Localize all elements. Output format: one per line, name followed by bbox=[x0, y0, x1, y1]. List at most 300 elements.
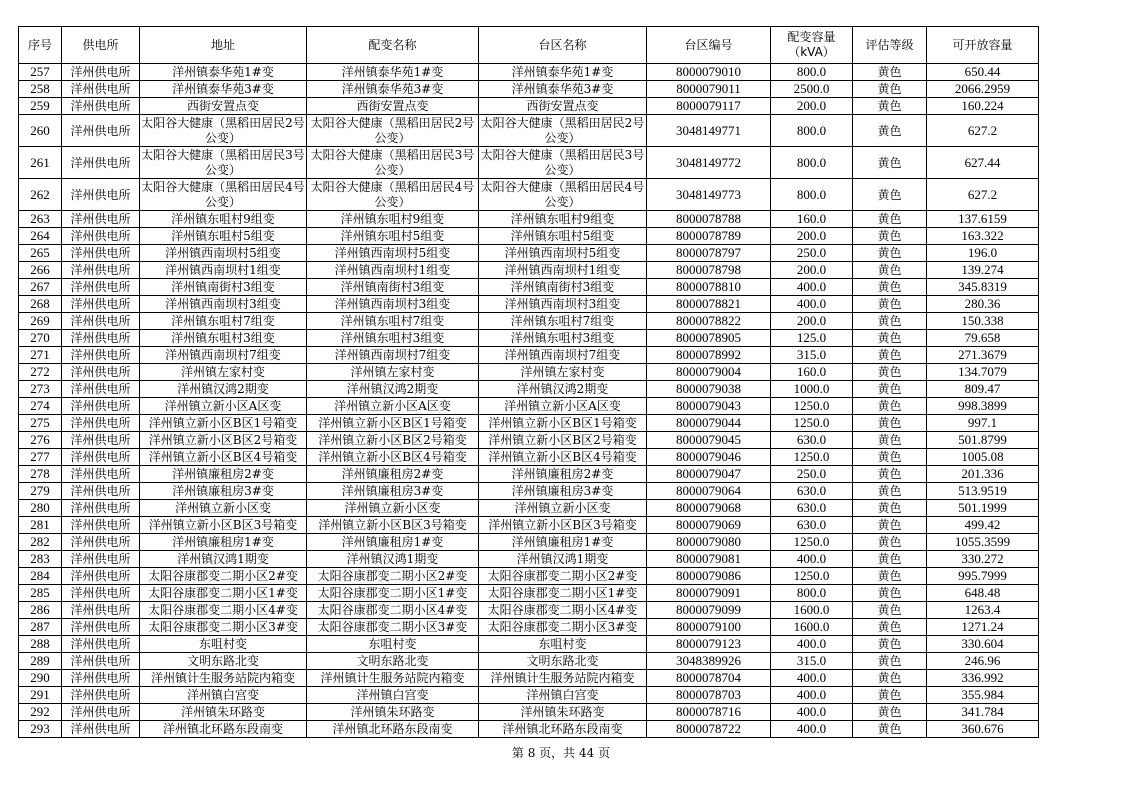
cell-transformer: 洋州镇东咀村9组变 bbox=[307, 211, 479, 228]
cell-area-code: 8000078821 bbox=[647, 296, 771, 313]
table-row bbox=[19, 585, 1039, 602]
cell-area-name: 洋州镇廉租房3#变 bbox=[479, 483, 647, 500]
cell-seq: 257 bbox=[19, 64, 62, 81]
cell-area-code: 8000078797 bbox=[647, 245, 771, 262]
cell-transformer: 洋州镇廉租房3#变 bbox=[307, 483, 479, 500]
cell-open-capacity: 627.2 bbox=[927, 115, 1039, 147]
table-row bbox=[19, 721, 1039, 738]
cell-station: 洋州供电所 bbox=[62, 179, 140, 211]
table-row bbox=[19, 415, 1039, 432]
cell-area-code: 8000078905 bbox=[647, 330, 771, 347]
cell-seq: 273 bbox=[19, 381, 62, 398]
table-row bbox=[19, 245, 1039, 262]
cell-area-name: 洋州镇西南坝村7组变 bbox=[479, 347, 647, 364]
cell-area-code: 3048149772 bbox=[647, 147, 771, 179]
table-row bbox=[19, 619, 1039, 636]
cell-seq: 288 bbox=[19, 636, 62, 653]
cell-seq: 269 bbox=[19, 313, 62, 330]
cell-open-capacity: 355.984 bbox=[927, 687, 1039, 704]
cell-area-name: 洋州镇东咀村7组变 bbox=[479, 313, 647, 330]
cell-area-code: 8000079046 bbox=[647, 449, 771, 466]
cell-capacity: 1250.0 bbox=[771, 415, 853, 432]
cell-address: 洋州镇廉租房3#变 bbox=[140, 483, 307, 500]
cell-area-code: 8000079069 bbox=[647, 517, 771, 534]
cell-grade: 黄色 bbox=[853, 245, 927, 262]
cell-station: 洋州供电所 bbox=[62, 381, 140, 398]
cell-transformer: 太阳谷康郡变二期小区4#变 bbox=[307, 602, 479, 619]
cell-transformer: 洋州镇东咀村5组变 bbox=[307, 228, 479, 245]
cell-area-code: 8000079038 bbox=[647, 381, 771, 398]
cell-seq: 267 bbox=[19, 279, 62, 296]
cell-address: 洋州镇白宫变 bbox=[140, 687, 307, 704]
cell-capacity: 800.0 bbox=[771, 115, 853, 147]
cell-address: 洋州镇泰华苑1#变 bbox=[140, 64, 307, 81]
table-row bbox=[19, 279, 1039, 296]
cell-station: 洋州供电所 bbox=[62, 500, 140, 517]
cell-capacity: 800.0 bbox=[771, 64, 853, 81]
table-row bbox=[19, 602, 1039, 619]
cell-seq: 263 bbox=[19, 211, 62, 228]
cell-address: 洋州镇东咀村7组变 bbox=[140, 313, 307, 330]
cell-station: 洋州供电所 bbox=[62, 98, 140, 115]
cell-seq: 293 bbox=[19, 721, 62, 738]
cell-area-code: 3048149773 bbox=[647, 179, 771, 211]
cell-grade: 黄色 bbox=[853, 296, 927, 313]
cell-address: 西街安置点变 bbox=[140, 98, 307, 115]
cell-area-code: 3048389926 bbox=[647, 653, 771, 670]
cell-capacity: 400.0 bbox=[771, 296, 853, 313]
cell-capacity: 800.0 bbox=[771, 179, 853, 211]
cell-open-capacity: 79.658 bbox=[927, 330, 1039, 347]
cell-grade: 黄色 bbox=[853, 398, 927, 415]
cell-capacity: 400.0 bbox=[771, 687, 853, 704]
cell-station: 洋州供电所 bbox=[62, 619, 140, 636]
cell-transformer: 洋州镇西南坝村3组变 bbox=[307, 296, 479, 313]
cell-transformer: 洋州镇南街村3组变 bbox=[307, 279, 479, 296]
cell-address: 洋州镇泰华苑3#变 bbox=[140, 81, 307, 98]
cell-grade: 黄色 bbox=[853, 619, 927, 636]
cell-station: 洋州供电所 bbox=[62, 534, 140, 551]
cell-transformer: 洋州镇北环路东段南变 bbox=[307, 721, 479, 738]
cell-seq: 265 bbox=[19, 245, 62, 262]
cell-transformer: 太阳谷康郡变二期小区3#变 bbox=[307, 619, 479, 636]
cell-address: 洋州镇廉租房2#变 bbox=[140, 466, 307, 483]
cell-transformer: 太阳谷康郡变二期小区1#变 bbox=[307, 585, 479, 602]
cell-area-name: 洋州镇西南坝村3组变 bbox=[479, 296, 647, 313]
cell-seq: 286 bbox=[19, 602, 62, 619]
cell-station: 洋州供电所 bbox=[62, 704, 140, 721]
cell-address: 洋州镇西南坝村5组变 bbox=[140, 245, 307, 262]
cell-area-code: 8000078810 bbox=[647, 279, 771, 296]
cell-station: 洋州供电所 bbox=[62, 653, 140, 670]
cell-grade: 黄色 bbox=[853, 330, 927, 347]
cell-address: 洋州镇立新小区B区3号箱变 bbox=[140, 517, 307, 534]
cell-capacity: 400.0 bbox=[771, 721, 853, 738]
cell-area-code: 8000079045 bbox=[647, 432, 771, 449]
cell-open-capacity: 345.8319 bbox=[927, 279, 1039, 296]
cell-transformer: 洋州镇立新小区B区1号箱变 bbox=[307, 415, 479, 432]
cell-grade: 黄色 bbox=[853, 279, 927, 296]
cell-open-capacity: 501.8799 bbox=[927, 432, 1039, 449]
cell-area-name: 洋州镇立新小区B区4号箱变 bbox=[479, 449, 647, 466]
cell-station: 洋州供电所 bbox=[62, 517, 140, 534]
cell-grade: 黄色 bbox=[853, 551, 927, 568]
cell-capacity: 1250.0 bbox=[771, 449, 853, 466]
cell-transformer: 洋州镇泰华苑3#变 bbox=[307, 81, 479, 98]
cell-capacity: 1600.0 bbox=[771, 619, 853, 636]
cell-station: 洋州供电所 bbox=[62, 330, 140, 347]
cell-station: 洋州供电所 bbox=[62, 687, 140, 704]
table-row bbox=[19, 466, 1039, 483]
cell-capacity: 400.0 bbox=[771, 704, 853, 721]
cell-area-code: 8000079043 bbox=[647, 398, 771, 415]
cell-station: 洋州供电所 bbox=[62, 432, 140, 449]
cell-capacity: 1000.0 bbox=[771, 381, 853, 398]
cell-address: 洋州镇东咀村3组变 bbox=[140, 330, 307, 347]
cell-address: 洋州镇朱环路变 bbox=[140, 704, 307, 721]
cell-station: 洋州供电所 bbox=[62, 228, 140, 245]
cell-capacity: 125.0 bbox=[771, 330, 853, 347]
table-row bbox=[19, 704, 1039, 721]
cell-grade: 黄色 bbox=[853, 147, 927, 179]
cell-open-capacity: 271.3679 bbox=[927, 347, 1039, 364]
cell-open-capacity: 196.0 bbox=[927, 245, 1039, 262]
table-row bbox=[19, 653, 1039, 670]
table-row bbox=[19, 147, 1039, 179]
cell-capacity: 400.0 bbox=[771, 636, 853, 653]
cell-address: 太阳谷大健康（黑稻田居民4号公变） bbox=[141, 179, 305, 209]
cell-open-capacity: 1005.08 bbox=[927, 449, 1039, 466]
cell-capacity: 400.0 bbox=[771, 279, 853, 296]
cell-grade: 黄色 bbox=[853, 534, 927, 551]
cell-capacity: 2500.0 bbox=[771, 81, 853, 98]
cell-address: 洋州镇廉租房1#变 bbox=[140, 534, 307, 551]
cell-station: 洋州供电所 bbox=[62, 211, 140, 228]
cell-area-code: 8000079068 bbox=[647, 500, 771, 517]
cell-area-name: 洋州镇立新小区B区2号箱变 bbox=[479, 432, 647, 449]
cell-seq: 283 bbox=[19, 551, 62, 568]
cell-area-code: 8000078788 bbox=[647, 211, 771, 228]
cell-capacity: 630.0 bbox=[771, 500, 853, 517]
cell-address: 洋州镇北环路东段南变 bbox=[140, 721, 307, 738]
cell-seq: 287 bbox=[19, 619, 62, 636]
cell-transformer: 洋州镇左家村变 bbox=[307, 364, 479, 381]
cell-address: 文明东路北变 bbox=[140, 653, 307, 670]
cell-area-name: 洋州镇汉鸿2期变 bbox=[479, 381, 647, 398]
cell-transformer: 洋州镇廉租房1#变 bbox=[307, 534, 479, 551]
cell-open-capacity: 330.604 bbox=[927, 636, 1039, 653]
cell-grade: 黄色 bbox=[853, 721, 927, 738]
cell-station: 洋州供电所 bbox=[62, 115, 140, 147]
cell-station: 洋州供电所 bbox=[62, 147, 140, 179]
header-row bbox=[19, 27, 1039, 64]
header-area-code: 台区编号 bbox=[647, 27, 771, 64]
table-row bbox=[19, 551, 1039, 568]
cell-open-capacity: 163.322 bbox=[927, 228, 1039, 245]
cell-grade: 黄色 bbox=[853, 653, 927, 670]
cell-area-code: 8000078798 bbox=[647, 262, 771, 279]
cell-grade: 黄色 bbox=[853, 704, 927, 721]
header-area-name: 台区名称 bbox=[479, 27, 647, 64]
cell-seq: 290 bbox=[19, 670, 62, 687]
header-open-capacity: 可开放容量 bbox=[927, 27, 1039, 64]
cell-seq: 282 bbox=[19, 534, 62, 551]
cell-open-capacity: 341.784 bbox=[927, 704, 1039, 721]
cell-grade: 黄色 bbox=[853, 211, 927, 228]
cell-transformer: 太阳谷康郡变二期小区2#变 bbox=[307, 568, 479, 585]
cell-open-capacity: 336.992 bbox=[927, 670, 1039, 687]
header-capacity-line2: （kVA） bbox=[788, 45, 835, 59]
cell-seq: 292 bbox=[19, 704, 62, 721]
cell-open-capacity: 998.3899 bbox=[927, 398, 1039, 415]
cell-area-code: 8000078789 bbox=[647, 228, 771, 245]
table-row bbox=[19, 500, 1039, 517]
cell-grade: 黄色 bbox=[853, 64, 927, 81]
table-row bbox=[19, 568, 1039, 585]
cell-seq: 262 bbox=[19, 179, 62, 211]
cell-seq: 278 bbox=[19, 466, 62, 483]
cell-address: 洋州镇西南坝村3组变 bbox=[140, 296, 307, 313]
cell-address: 洋州镇南街村3组变 bbox=[140, 279, 307, 296]
cell-capacity: 200.0 bbox=[771, 98, 853, 115]
cell-area-name: 太阳谷大健康（黑稻田居民4号公变） bbox=[479, 179, 647, 211]
cell-area-code: 8000079064 bbox=[647, 483, 771, 500]
table-row bbox=[19, 296, 1039, 313]
cell-open-capacity: 627.44 bbox=[927, 147, 1039, 179]
table-row bbox=[19, 347, 1039, 364]
cell-transformer: 洋州镇汉鸿2期变 bbox=[307, 381, 479, 398]
header-station: 供电所 bbox=[62, 27, 140, 64]
cell-area-name: 东咀村变 bbox=[479, 636, 647, 653]
cell-address: 洋州镇东咀村9组变 bbox=[140, 211, 307, 228]
cell-area-name: 洋州镇东咀村3组变 bbox=[479, 330, 647, 347]
cell-area-name: 洋州镇立新小区B区1号箱变 bbox=[479, 415, 647, 432]
cell-capacity: 315.0 bbox=[771, 653, 853, 670]
cell-grade: 黄色 bbox=[853, 568, 927, 585]
cell-station: 洋州供电所 bbox=[62, 347, 140, 364]
table-row bbox=[19, 115, 1039, 147]
cell-open-capacity: 150.338 bbox=[927, 313, 1039, 330]
cell-station: 洋州供电所 bbox=[62, 585, 140, 602]
cell-grade: 黄色 bbox=[853, 364, 927, 381]
cell-address: 洋州镇立新小区B区2号箱变 bbox=[140, 432, 307, 449]
cell-address: 洋州镇计生服务站院内箱变 bbox=[140, 670, 307, 687]
table-row bbox=[19, 64, 1039, 81]
cell-grade: 黄色 bbox=[853, 449, 927, 466]
header-capacity bbox=[771, 27, 853, 64]
cell-grade: 黄色 bbox=[853, 381, 927, 398]
cell-area-code: 8000079010 bbox=[647, 64, 771, 81]
table-row bbox=[19, 364, 1039, 381]
cell-seq: 259 bbox=[19, 98, 62, 115]
cell-area-code: 8000079123 bbox=[647, 636, 771, 653]
cell-station: 洋州供电所 bbox=[62, 670, 140, 687]
cell-grade: 黄色 bbox=[853, 687, 927, 704]
cell-address: 洋州镇立新小区A区变 bbox=[140, 398, 307, 415]
cell-area-name: 洋州镇东咀村9组变 bbox=[479, 211, 647, 228]
cell-transformer: 洋州镇立新小区B区2号箱变 bbox=[307, 432, 479, 449]
header-seq: 序号 bbox=[19, 27, 62, 64]
cell-capacity: 400.0 bbox=[771, 670, 853, 687]
cell-grade: 黄色 bbox=[853, 98, 927, 115]
table-row bbox=[19, 517, 1039, 534]
cell-seq: 258 bbox=[19, 81, 62, 98]
cell-area-name: 太阳谷康郡变二期小区1#变 bbox=[479, 585, 647, 602]
cell-transformer: 太阳谷大健康（黑稻田居民4号公变） bbox=[307, 179, 479, 211]
table-row bbox=[19, 228, 1039, 245]
table-row bbox=[19, 432, 1039, 449]
cell-grade: 黄色 bbox=[853, 115, 927, 147]
cell-address: 洋州镇汉鸿2期变 bbox=[140, 381, 307, 398]
header-address: 地址 bbox=[140, 27, 307, 64]
cell-grade: 黄色 bbox=[853, 602, 927, 619]
cell-grade: 黄色 bbox=[853, 636, 927, 653]
cell-station: 洋州供电所 bbox=[62, 449, 140, 466]
cell-seq: 272 bbox=[19, 364, 62, 381]
cell-transformer: 洋州镇西南坝村1组变 bbox=[307, 262, 479, 279]
table-row bbox=[19, 313, 1039, 330]
cell-seq: 291 bbox=[19, 687, 62, 704]
cell-area-code: 8000079081 bbox=[647, 551, 771, 568]
cell-station: 洋州供电所 bbox=[62, 551, 140, 568]
cell-transformer: 洋州镇朱环路变 bbox=[307, 704, 479, 721]
cell-address: 太阳谷康郡变二期小区1#变 bbox=[140, 585, 307, 602]
cell-transformer: 西街安置点变 bbox=[307, 98, 479, 115]
table-row bbox=[19, 381, 1039, 398]
cell-grade: 黄色 bbox=[853, 313, 927, 330]
cell-station: 洋州供电所 bbox=[62, 466, 140, 483]
cell-area-name: 洋州镇北环路东段南变 bbox=[479, 721, 647, 738]
cell-grade: 黄色 bbox=[853, 585, 927, 602]
cell-area-code: 8000079047 bbox=[647, 466, 771, 483]
cell-capacity: 200.0 bbox=[771, 228, 853, 245]
cell-area-name: 洋州镇西南坝村1组变 bbox=[479, 262, 647, 279]
cell-grade: 黄色 bbox=[853, 670, 927, 687]
cell-area-name: 洋州镇东咀村5组变 bbox=[479, 228, 647, 245]
cell-area-code: 8000079091 bbox=[647, 585, 771, 602]
cell-open-capacity: 997.1 bbox=[927, 415, 1039, 432]
cell-transformer: 洋州镇东咀村3组变 bbox=[307, 330, 479, 347]
cell-grade: 黄色 bbox=[853, 500, 927, 517]
cell-area-code: 8000078722 bbox=[647, 721, 771, 738]
cell-open-capacity: 134.7079 bbox=[927, 364, 1039, 381]
table-row bbox=[19, 179, 1039, 211]
cell-transformer: 洋州镇泰华苑1#变 bbox=[307, 64, 479, 81]
table-row bbox=[19, 398, 1039, 415]
cell-area-code: 8000079044 bbox=[647, 415, 771, 432]
cell-area-name: 太阳谷康郡变二期小区4#变 bbox=[479, 602, 647, 619]
cell-capacity: 160.0 bbox=[771, 211, 853, 228]
cell-area-name: 洋州镇泰华苑3#变 bbox=[479, 81, 647, 98]
cell-transformer: 洋州镇立新小区A区变 bbox=[307, 398, 479, 415]
cell-transformer: 洋州镇汉鸿1期变 bbox=[307, 551, 479, 568]
cell-open-capacity: 360.676 bbox=[927, 721, 1039, 738]
cell-grade: 黄色 bbox=[853, 432, 927, 449]
cell-area-name: 太阳谷康郡变二期小区3#变 bbox=[479, 619, 647, 636]
cell-open-capacity: 2066.2959 bbox=[927, 81, 1039, 98]
cell-station: 洋州供电所 bbox=[62, 313, 140, 330]
cell-address: 太阳谷康郡变二期小区3#变 bbox=[140, 619, 307, 636]
cell-area-name: 洋州镇廉租房1#变 bbox=[479, 534, 647, 551]
cell-open-capacity: 160.224 bbox=[927, 98, 1039, 115]
cell-area-code: 8000078716 bbox=[647, 704, 771, 721]
cell-seq: 274 bbox=[19, 398, 62, 415]
cell-transformer: 洋州镇立新小区B区3号箱变 bbox=[307, 517, 479, 534]
header-capacity-line1: 配变容量 bbox=[787, 30, 836, 44]
cell-area-name: 太阳谷康郡变二期小区2#变 bbox=[479, 568, 647, 585]
cell-station: 洋州供电所 bbox=[62, 636, 140, 653]
cell-transformer: 洋州镇东咀村7组变 bbox=[307, 313, 479, 330]
cell-seq: 285 bbox=[19, 585, 62, 602]
cell-capacity: 250.0 bbox=[771, 466, 853, 483]
cell-area-code: 8000079100 bbox=[647, 619, 771, 636]
cell-area-code: 8000078992 bbox=[647, 347, 771, 364]
cell-open-capacity: 201.336 bbox=[927, 466, 1039, 483]
cell-grade: 黄色 bbox=[853, 415, 927, 432]
cell-area-code: 8000078703 bbox=[647, 687, 771, 704]
cell-address: 洋州镇左家村变 bbox=[140, 364, 307, 381]
cell-grade: 黄色 bbox=[853, 179, 927, 211]
cell-open-capacity: 627.2 bbox=[927, 179, 1039, 211]
table-row bbox=[19, 330, 1039, 347]
cell-area-code: 8000079086 bbox=[647, 568, 771, 585]
cell-station: 洋州供电所 bbox=[62, 81, 140, 98]
cell-seq: 289 bbox=[19, 653, 62, 670]
cell-transformer: 文明东路北变 bbox=[307, 653, 479, 670]
cell-area-name: 洋州镇汉鸿1期变 bbox=[479, 551, 647, 568]
cell-seq: 280 bbox=[19, 500, 62, 517]
cell-address: 太阳谷康郡变二期小区4#变 bbox=[140, 602, 307, 619]
table-row bbox=[19, 483, 1039, 500]
cell-station: 洋州供电所 bbox=[62, 64, 140, 81]
cell-transformer: 太阳谷大健康（黑稻田居民3号公变） bbox=[307, 147, 479, 179]
cell-capacity: 630.0 bbox=[771, 517, 853, 534]
cell-capacity: 400.0 bbox=[771, 551, 853, 568]
cell-seq: 276 bbox=[19, 432, 62, 449]
table-row bbox=[19, 98, 1039, 115]
table-row bbox=[19, 534, 1039, 551]
table-row bbox=[19, 636, 1039, 653]
cell-area-name: 洋州镇南街村3组变 bbox=[479, 279, 647, 296]
cell-open-capacity: 650.44 bbox=[927, 64, 1039, 81]
cell-station: 洋州供电所 bbox=[62, 602, 140, 619]
header-grade: 评估等级 bbox=[853, 27, 927, 64]
cell-transformer: 洋州镇立新小区B区4号箱变 bbox=[307, 449, 479, 466]
cell-station: 洋州供电所 bbox=[62, 721, 140, 738]
header-transformer: 配变名称 bbox=[307, 27, 479, 64]
cell-grade: 黄色 bbox=[853, 228, 927, 245]
cell-area-name: 洋州镇西南坝村5组变 bbox=[479, 245, 647, 262]
table-row bbox=[19, 449, 1039, 466]
cell-open-capacity: 1271.24 bbox=[927, 619, 1039, 636]
cell-area-name: 洋州镇计生服务站院内箱变 bbox=[479, 670, 647, 687]
cell-area-name: 洋州镇立新小区变 bbox=[479, 500, 647, 517]
cell-station: 洋州供电所 bbox=[62, 483, 140, 500]
capacity-table bbox=[18, 26, 1039, 738]
cell-capacity: 1600.0 bbox=[771, 602, 853, 619]
cell-station: 洋州供电所 bbox=[62, 364, 140, 381]
cell-address: 洋州镇立新小区变 bbox=[140, 500, 307, 517]
cell-open-capacity: 280.36 bbox=[927, 296, 1039, 313]
cell-area-name: 洋州镇泰华苑1#变 bbox=[479, 64, 647, 81]
cell-open-capacity: 648.48 bbox=[927, 585, 1039, 602]
cell-area-code: 8000079011 bbox=[647, 81, 771, 98]
cell-area-name: 洋州镇廉租房2#变 bbox=[479, 466, 647, 483]
cell-area-code: 8000078822 bbox=[647, 313, 771, 330]
cell-address: 太阳谷大健康（黑稻田居民2号公变） bbox=[141, 115, 305, 145]
cell-area-code: 8000079080 bbox=[647, 534, 771, 551]
cell-address: 太阳谷康郡变二期小区2#变 bbox=[140, 568, 307, 585]
